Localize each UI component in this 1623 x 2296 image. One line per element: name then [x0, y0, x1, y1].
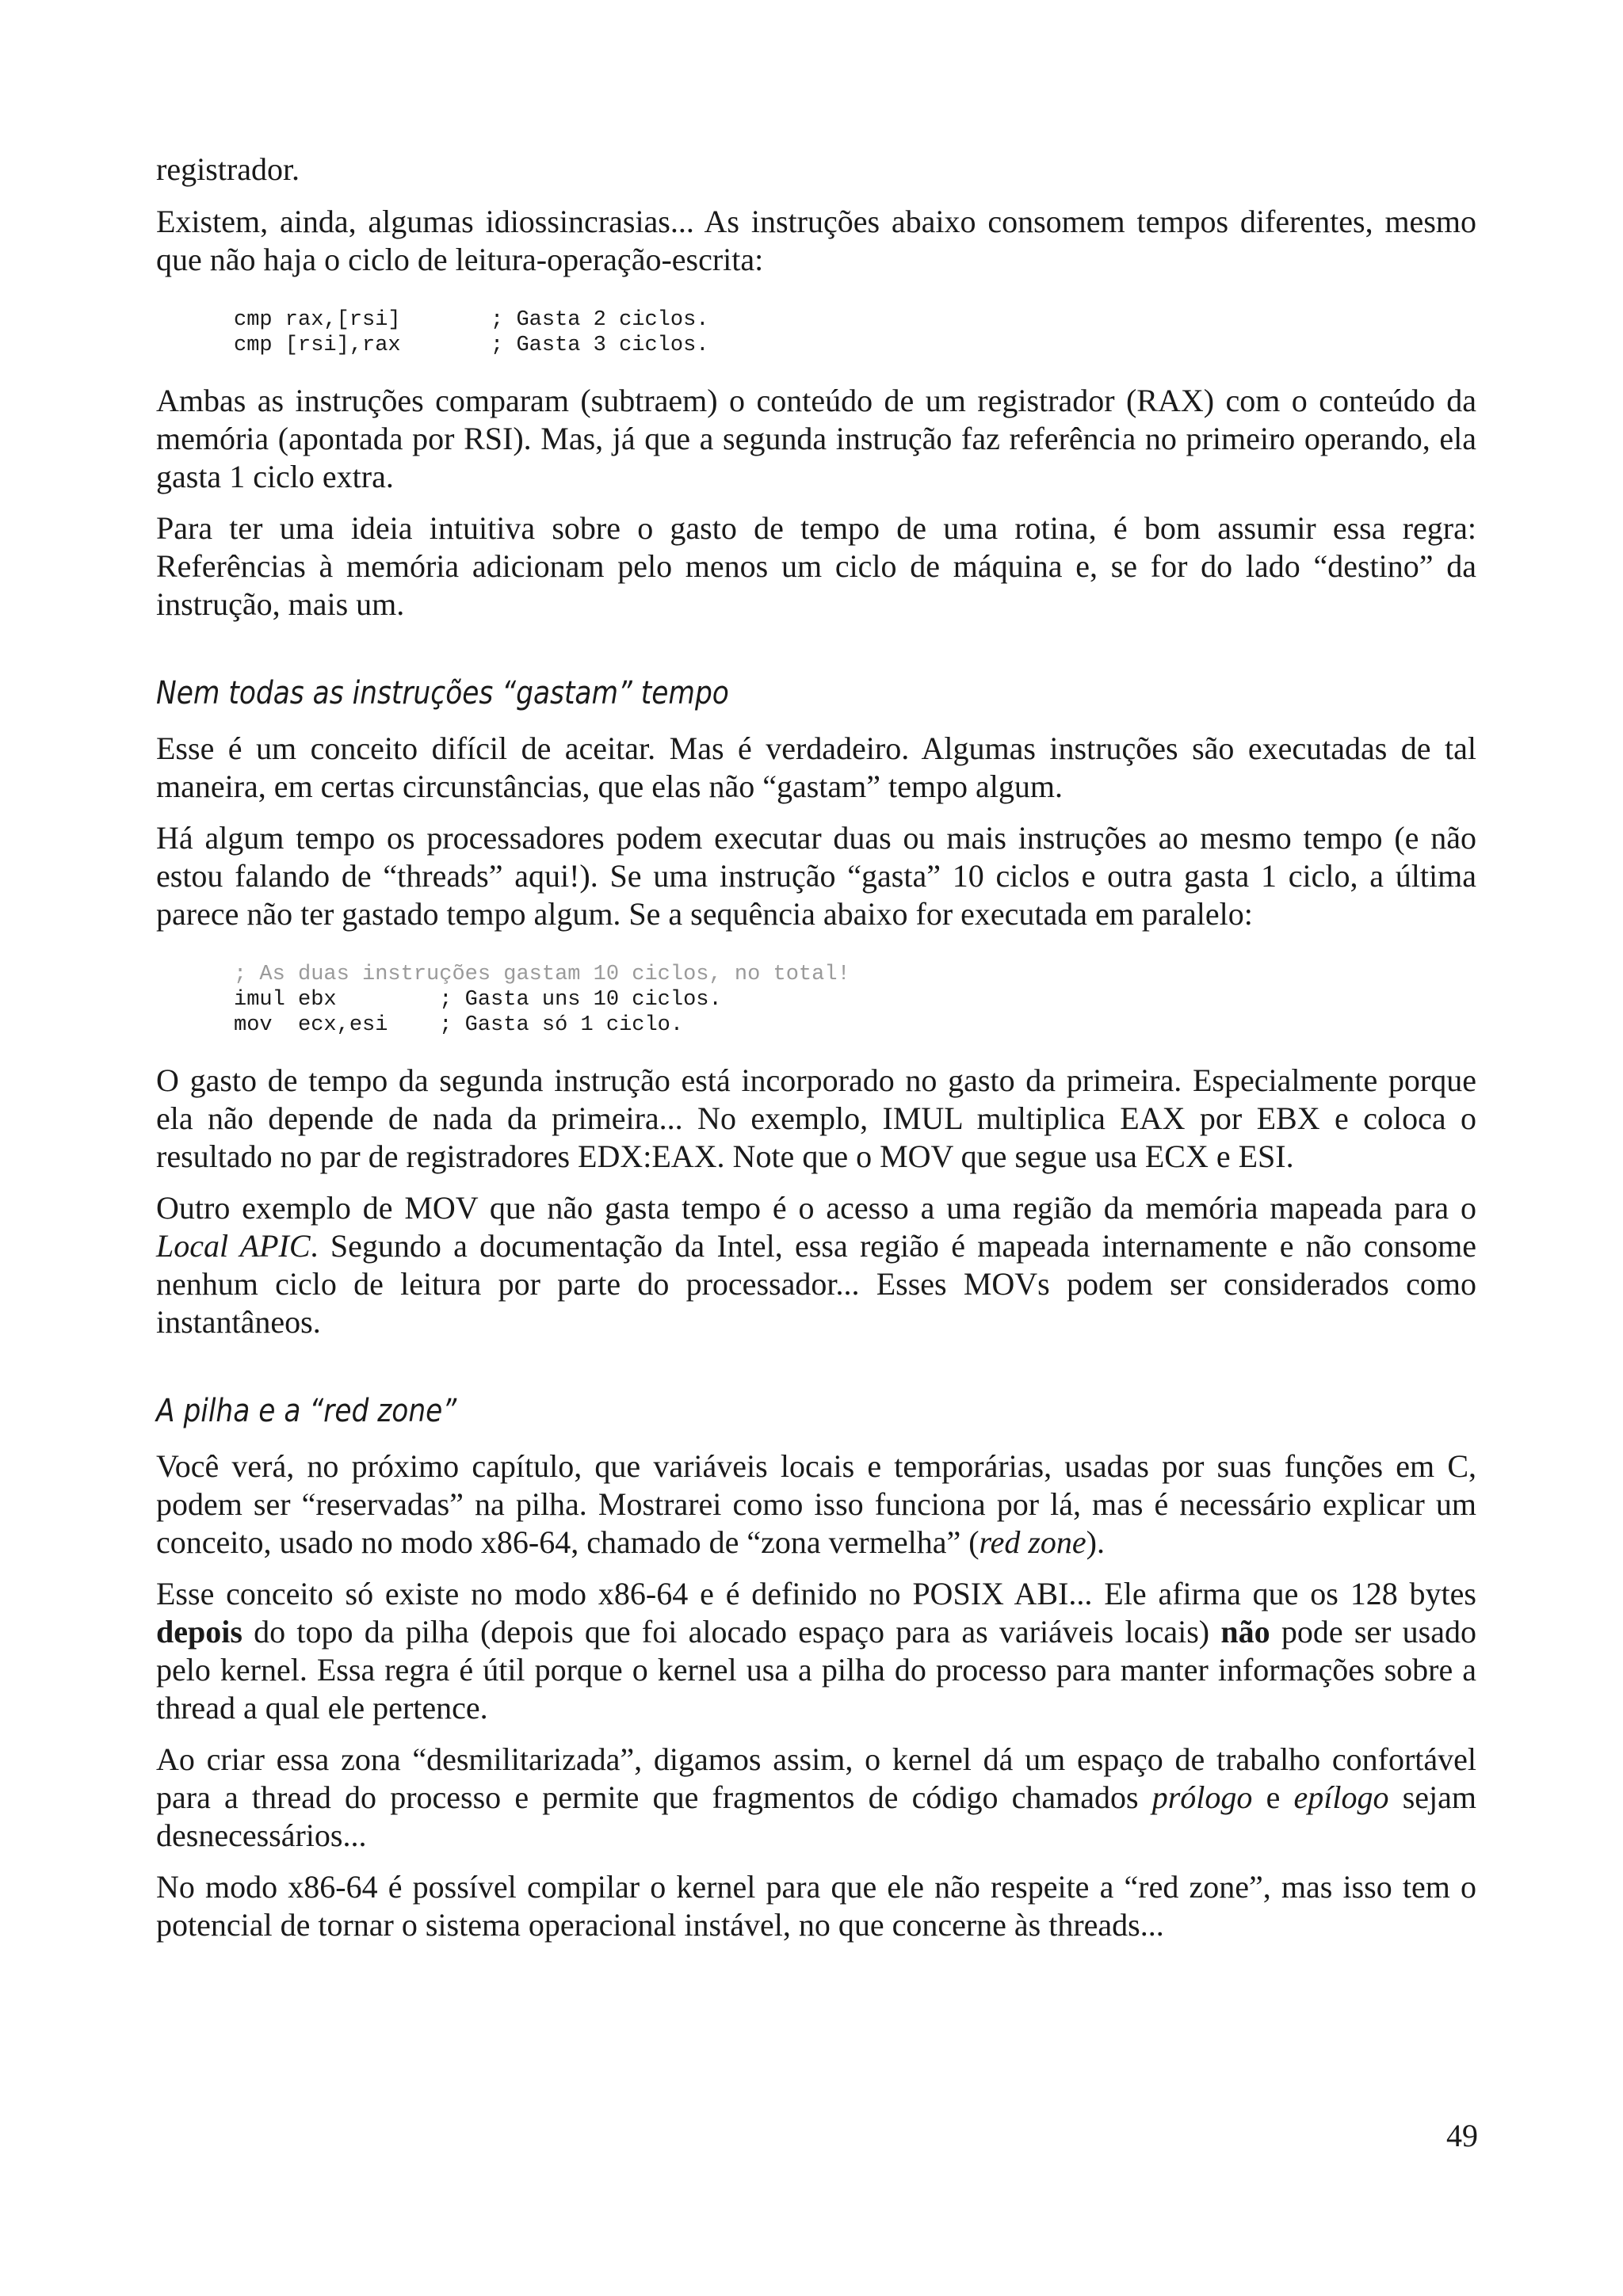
section-heading: A pilha e a “red zone” [156, 1393, 457, 1429]
paragraph [156, 1741, 1476, 1855]
bold-term: depois [156, 1614, 242, 1650]
paragraph: Esse é um conceito difícil de aceitar. Mas é verdadeiro. Algumas instruções são executadas de tal maneira, em certas circunstâncias, que elas não “gastam” tempo algum. [156, 730, 1476, 804]
paragraph: No modo x86-64 é possível compilar o kernel para que ele não respeite a “red zone”, mas isso tem o potencial de tornar o sistema operacional instável, no que concerne às threads... [156, 1869, 1476, 1943]
italic-term: prólogo [1151, 1779, 1253, 1815]
text-run: e [1252, 1779, 1294, 1815]
code-line: cmp rax,[rsi] ; Gasta 2 ciclos. [234, 308, 709, 332]
code-block-cmp [234, 307, 1476, 358]
code-line: imul ebx ; Gasta uns 10 ciclos. [234, 988, 722, 1012]
code-line: mov ecx,esi ; Gasta só 1 ciclo. [234, 1013, 684, 1037]
paragraph: O gasto de tempo da segunda instrução está incorporado no gasto da primeira. Especialmente porque ela não depende de nada da primeira... No exemplo, IMUL multiplica EAX por EBX e coloca o resultado no par de registradores EDX:EAX. Note que o MOV que segue usa ECX e ESI. [156, 1062, 1476, 1174]
paragraph: Há algum tempo os processadores podem executar duas ou mais instruções ao mesmo tempo (e não estou falando de “threads” aqui!). Se uma instrução “gasta” 10 ciclos e outra gasta 1 ciclo, a última parece não ter gastado tempo algum. Se a sequência abaixo for executada em paralelo: [156, 820, 1476, 932]
italic-term: Local APIC [156, 1228, 311, 1264]
paragraph [156, 1189, 1476, 1341]
italic-term: red zone [979, 1524, 1086, 1560]
code-comment: ; As duas instruções gastam 10 ciclos, no total! [234, 963, 850, 986]
page-body [156, 151, 1476, 1958]
bold-term: não [1220, 1614, 1270, 1650]
paragraph: registrador. [156, 151, 300, 187]
italic-term: epílogo [1293, 1779, 1389, 1815]
paragraph [156, 1447, 1476, 1562]
text-run: ). [1086, 1524, 1105, 1560]
text-run: Você verá, no próximo capítulo, que variáveis locais e temporárias, usadas por suas funções em C, podem ser “reservadas” na pilha. Mostrarei como isso funciona por lá, mas é necessário explicar um conceito, usado no modo x86-64, chamado de “zona vermelha” ( [156, 1448, 1476, 1560]
code-block-imul [234, 962, 1476, 1038]
text-run: sejam desnecessários... [156, 1779, 1476, 1853]
text-run: Outro exemplo de MOV que não gasta tempo é o acesso a uma região da memória mapeada para o [156, 1190, 1476, 1226]
text-run: Ao criar essa zona “desmilitarizada”, digamos assim, o kernel dá um espaço de trabalho confortável para a thread do processo e permite que fragmentos de código chamados [156, 1741, 1476, 1815]
text-run: . Segundo a documentação da Intel, essa região é mapeada internamente e não consome nenhum ciclo de leitura por parte do processador... Esses MOVs podem ser considerados como instantâneos. [156, 1228, 1476, 1340]
text-run: do topo da pilha (depois que foi alocado espaço para as variáveis locais) [242, 1614, 1221, 1650]
code-line: cmp [rsi],rax ; Gasta 3 ciclos. [234, 334, 709, 357]
section-heading: Nem todas as instruções “gastam” tempo [156, 675, 729, 711]
paragraph: Ambas as instruções comparam (subtraem) o conteúdo de um registrador (RAX) com o conteúdo da memória (apontada por RSI). Mas, já que a segunda instrução faz referência no primeiro operando, ela gasta 1 ciclo extra. [156, 383, 1476, 494]
page-number: 49 [1446, 2118, 1478, 2153]
text-run: pode ser usado pelo kernel. Essa regra é útil porque o kernel usa a pilha do processo para manter informações sobre a thread a qual ele pertence. [156, 1614, 1477, 1726]
paragraph [156, 1575, 1476, 1727]
paragraph: Para ter uma ideia intuitiva sobre o gasto de tempo de uma rotina, é bom assumir essa regra: Referências à memória adicionam pelo menos um ciclo de máquina e, se for do lado “destino” da instrução, mais um. [156, 510, 1476, 622]
text-run: Esse conceito só existe no modo x86-64 e é definido no POSIX ABI... Ele afirma que os 128 bytes [156, 1576, 1476, 1611]
paragraph: Existem, ainda, algumas idiossincrasias... As instruções abaixo consomem tempos diferentes, mesmo que não haja o ciclo de leitura-operação-escrita: [156, 204, 1476, 277]
